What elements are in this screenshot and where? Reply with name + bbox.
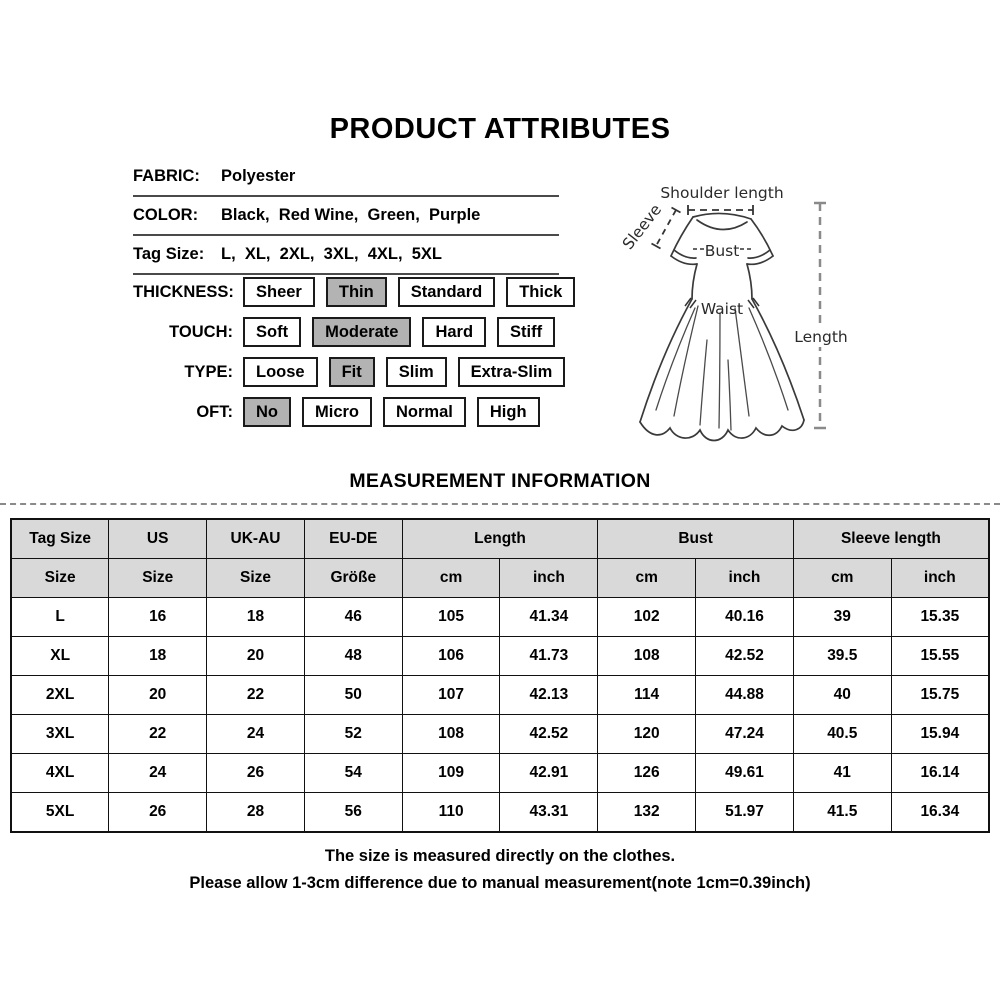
color-value: Black, Red Wine, Green, Purple [221, 206, 481, 224]
table-cell: 107 [402, 676, 500, 715]
type-row [133, 357, 586, 387]
table-cell: 51.97 [696, 793, 794, 833]
table-cell: 26 [109, 793, 207, 833]
table-cell: 42.52 [500, 715, 598, 754]
table-cell: 40.16 [696, 598, 794, 637]
table-cell: 15.35 [891, 598, 989, 637]
thickness-option-standard: Standard [398, 277, 496, 307]
table-header-cell: Size [11, 559, 109, 598]
touch-option-hard: Hard [422, 317, 486, 347]
oft-option-no-selected: No [243, 397, 291, 427]
oft-row [133, 397, 586, 427]
table-cell: 114 [598, 676, 696, 715]
table-row [11, 598, 989, 637]
table-cell: 102 [598, 598, 696, 637]
touch-option-soft: Soft [243, 317, 301, 347]
table-cell: 54 [304, 754, 402, 793]
table-cell: 16 [109, 598, 207, 637]
fabric-row [133, 158, 559, 197]
oft-option-normal: Normal [383, 397, 466, 427]
table-header-cell: inch [696, 559, 794, 598]
table-header-row-1 [11, 519, 989, 559]
touch-option-stiff: Stiff [497, 317, 555, 347]
table-cell: 20 [109, 676, 207, 715]
table-header-cell: Größe [304, 559, 402, 598]
dashed-divider [0, 503, 1000, 505]
table-cell: 3XL [11, 715, 109, 754]
touch-option-moderate-selected: Moderate [312, 317, 411, 347]
table-cell: 108 [598, 637, 696, 676]
table-cell: 42.52 [696, 637, 794, 676]
tag-size-label: Tag Size: [133, 245, 205, 263]
table-cell: 110 [402, 793, 500, 833]
table-cell: L [11, 598, 109, 637]
table-header-cell: cm [598, 559, 696, 598]
table-header-cell: Bust [598, 519, 794, 559]
table-cell: 46 [304, 598, 402, 637]
oft-label: OFT: [196, 402, 233, 421]
table-cell: 15.75 [891, 676, 989, 715]
measurement-section-title: MEASUREMENT INFORMATION [349, 470, 651, 492]
table-cell: 18 [109, 637, 207, 676]
table-cell: 41.34 [500, 598, 598, 637]
table-cell: 18 [207, 598, 305, 637]
table-cell: 108 [402, 715, 500, 754]
size-chart-table [10, 518, 990, 833]
table-cell: 22 [207, 676, 305, 715]
table-cell: 22 [109, 715, 207, 754]
diagram-sleeve-label: Sleeve [618, 200, 666, 253]
page-title: PRODUCT ATTRIBUTES [329, 113, 671, 145]
touch-label: TOUCH: [169, 322, 233, 341]
tag-size-row [133, 236, 559, 275]
table-cell: 42.13 [500, 676, 598, 715]
table-cell: 49.61 [696, 754, 794, 793]
table-cell: 47.24 [696, 715, 794, 754]
type-option-fit-selected: Fit [329, 357, 375, 387]
dress-measurement-diagram [600, 148, 920, 473]
table-header-cell: inch [500, 559, 598, 598]
table-row [11, 793, 989, 833]
diagram-shoulder-label: Shoulder length [660, 184, 784, 202]
oft-option-high: High [477, 397, 540, 427]
table-cell: 2XL [11, 676, 109, 715]
table-cell: 52 [304, 715, 402, 754]
color-row [133, 197, 559, 236]
diagram-bust-label: Bust [704, 242, 740, 260]
table-cell: 15.55 [891, 637, 989, 676]
fabric-value: Polyester [221, 167, 296, 185]
table-cell: 26 [207, 754, 305, 793]
table-cell: 28 [207, 793, 305, 833]
note-line-1: The size is measured directly on the clothes. [324, 847, 676, 865]
table-cell: 120 [598, 715, 696, 754]
diagram-waist-label: Waist [700, 300, 744, 318]
table-cell: 105 [402, 598, 500, 637]
table-cell: 109 [402, 754, 500, 793]
thickness-option-thin-selected: Thin [326, 277, 387, 307]
table-cell: 5XL [11, 793, 109, 833]
table-header-cell: Length [402, 519, 598, 559]
table-cell: 24 [207, 715, 305, 754]
thickness-label: THICKNESS: [133, 282, 234, 301]
table-cell: 56 [304, 793, 402, 833]
table-cell: 43.31 [500, 793, 598, 833]
table-header-cell: Sleeve length [793, 519, 989, 559]
table-header-cell: Tag Size [11, 519, 109, 559]
length-measure-line [814, 203, 826, 428]
oft-option-micro: Micro [302, 397, 372, 427]
type-option-loose: Loose [243, 357, 318, 387]
table-cell: 16.34 [891, 793, 989, 833]
diagram-length-label: Length [794, 328, 848, 346]
table-cell: 106 [402, 637, 500, 676]
product-info-list [133, 158, 559, 275]
table-header-cell: UK-AU [207, 519, 305, 559]
table-header-cell: cm [402, 559, 500, 598]
table-cell: 42.91 [500, 754, 598, 793]
table-cell: 39.5 [793, 637, 891, 676]
attribute-options [133, 277, 586, 437]
table-row [11, 754, 989, 793]
tag-size-value: L, XL, 2XL, 3XL, 4XL, 5XL [221, 245, 442, 263]
touch-row [133, 317, 586, 347]
skirt-fold-lines [656, 306, 788, 430]
fabric-label: FABRIC: [133, 167, 200, 185]
table-header-cell: inch [891, 559, 989, 598]
thickness-option-sheer: Sheer [243, 277, 315, 307]
measurement-notes [0, 843, 1000, 897]
table-row [11, 676, 989, 715]
table-header-cell: cm [793, 559, 891, 598]
table-cell: 41 [793, 754, 891, 793]
table-cell: 15.94 [891, 715, 989, 754]
type-option-slim: Slim [386, 357, 447, 387]
table-cell: XL [11, 637, 109, 676]
note-line-2: Please allow 1-3cm difference due to manual measurement(note 1cm=0.39inch) [189, 874, 811, 892]
table-header-cell: US [109, 519, 207, 559]
table-header-cell: EU-DE [304, 519, 402, 559]
table-cell: 4XL [11, 754, 109, 793]
table-cell: 126 [598, 754, 696, 793]
type-option-extra-slim: Extra-Slim [458, 357, 566, 387]
table-cell: 41.5 [793, 793, 891, 833]
table-cell: 44.88 [696, 676, 794, 715]
table-cell: 48 [304, 637, 402, 676]
table-cell: 40 [793, 676, 891, 715]
color-label: COLOR: [133, 206, 199, 224]
table-cell: 132 [598, 793, 696, 833]
table-cell: 24 [109, 754, 207, 793]
table-cell: 50 [304, 676, 402, 715]
table-row [11, 715, 989, 754]
table-cell: 40.5 [793, 715, 891, 754]
table-cell: 16.14 [891, 754, 989, 793]
table-cell: 39 [793, 598, 891, 637]
table-header-row-2 [11, 559, 989, 598]
thickness-option-thick: Thick [506, 277, 575, 307]
type-label: TYPE: [184, 362, 233, 381]
table-header-cell: Size [109, 559, 207, 598]
dress-sketch [600, 148, 920, 473]
table-header-cell: Size [207, 559, 305, 598]
table-cell: 20 [207, 637, 305, 676]
thickness-row [133, 277, 586, 307]
table-cell: 41.73 [500, 637, 598, 676]
table-row [11, 637, 989, 676]
